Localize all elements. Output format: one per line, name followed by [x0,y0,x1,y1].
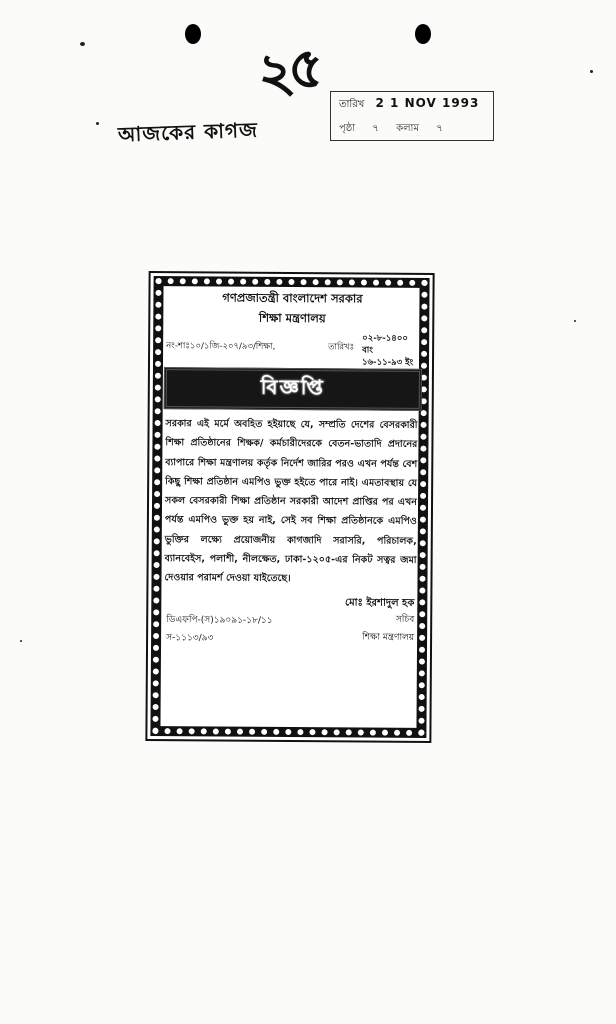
ministry-heading: শিক্ষা মন্ত্রণালয় [258,310,326,326]
notice-title-banner [164,367,422,411]
notice-body: সরকার এই মর্মে অবহিত হইয়াছে যে, সম্প্রতি দেশের বেসরকারী শিক্ষা প্রতিষ্ঠানের শিক্ষক/ কর্মচারীদেরকে বেতন-ভাতাদি প্রদানের ব্যাপারে শিক্ষা মন্ত্রণালয় কর্তৃক নির্দেশ জারির পরও এখন পর্যন্ত বেশ কিছু শিক্ষা প্রতিষ্ঠান এমপিও ভুক্ত হইতে পারে নাই। এমতাবস্থায় যে সকল বেসরকারী শিক্ষা প্রতিষ্ঠান সরকারী আদেশ প্রাপ্তির পর এখন পর্যন্ত এমপিও ভুক্ত হয় নাই, সেই সব শিক্ষা প্রতিষ্ঠানকে এমপিও ভুক্তির লক্ষ্যে প্রয়োজনীয় কাগজাদি সরাসরি, পরিচালক, ব্যানবেইস, পলাশী, নীলক্ষেত, ঢাকা-১২০৫-এর নিকট সত্বর জমা দেওয়ার পরামর্শ দেওয়া যাইতেছে। [164,418,418,585]
signature-block [164,594,416,666]
s-code: স-১১১৩/৯৩ [166,632,214,644]
scan-speck [20,640,22,642]
stamp-date-label: তারিখ [339,99,365,110]
dfp-code: ডিএফপি-(স)১৯০৯১-১৮/১১ [166,614,273,626]
date-bangla: ০২-৮-১৪০০ বাং [362,333,408,356]
reference-line [166,331,418,368]
stamp-page-value: ৭ [372,123,379,134]
reference-number: নং-শাঃ১০/১জি-২০৭/৯৩/শিক্ষা, [166,341,276,352]
notice-dates [362,332,418,368]
signatory-office: শিক্ষা মন্ত্রণালয় [362,632,415,643]
notice-title: বিজ্ঞপ্তি [260,374,326,399]
notice-date-label: তারিখঃ [328,342,355,353]
notice-content [163,287,418,727]
scan-speck [574,320,576,322]
scan-speck [590,70,593,73]
scan-speck [80,42,85,46]
stamp-column-value: ৭ [436,123,443,134]
stamp-date: 2 1 NOV 1993 [375,96,480,110]
signatory-name: মোঃ ইরশাদুল হক [345,597,415,609]
hole-punch-right [415,24,431,44]
handwritten-number: ২৫ [253,34,323,108]
stamp-page-row [339,121,457,138]
date-english: ১৬-১১-৯৩ ইং [361,357,414,368]
government-heading: গণপ্রজাতন্ত্রী বাংলাদেশ সরকার [222,290,363,306]
newspaper-clipping [145,271,434,743]
hole-punch-left [185,24,201,44]
newspaper-name: আজকের কাগজ [117,117,259,147]
scan-speck [96,122,99,125]
date-stamp [330,91,494,141]
stamp-column-label: কলাম [396,123,419,134]
signatory-title: সচিব [395,614,415,625]
stamp-date-row [339,96,479,114]
stamp-page-label: পৃষ্ঠা [339,123,356,134]
